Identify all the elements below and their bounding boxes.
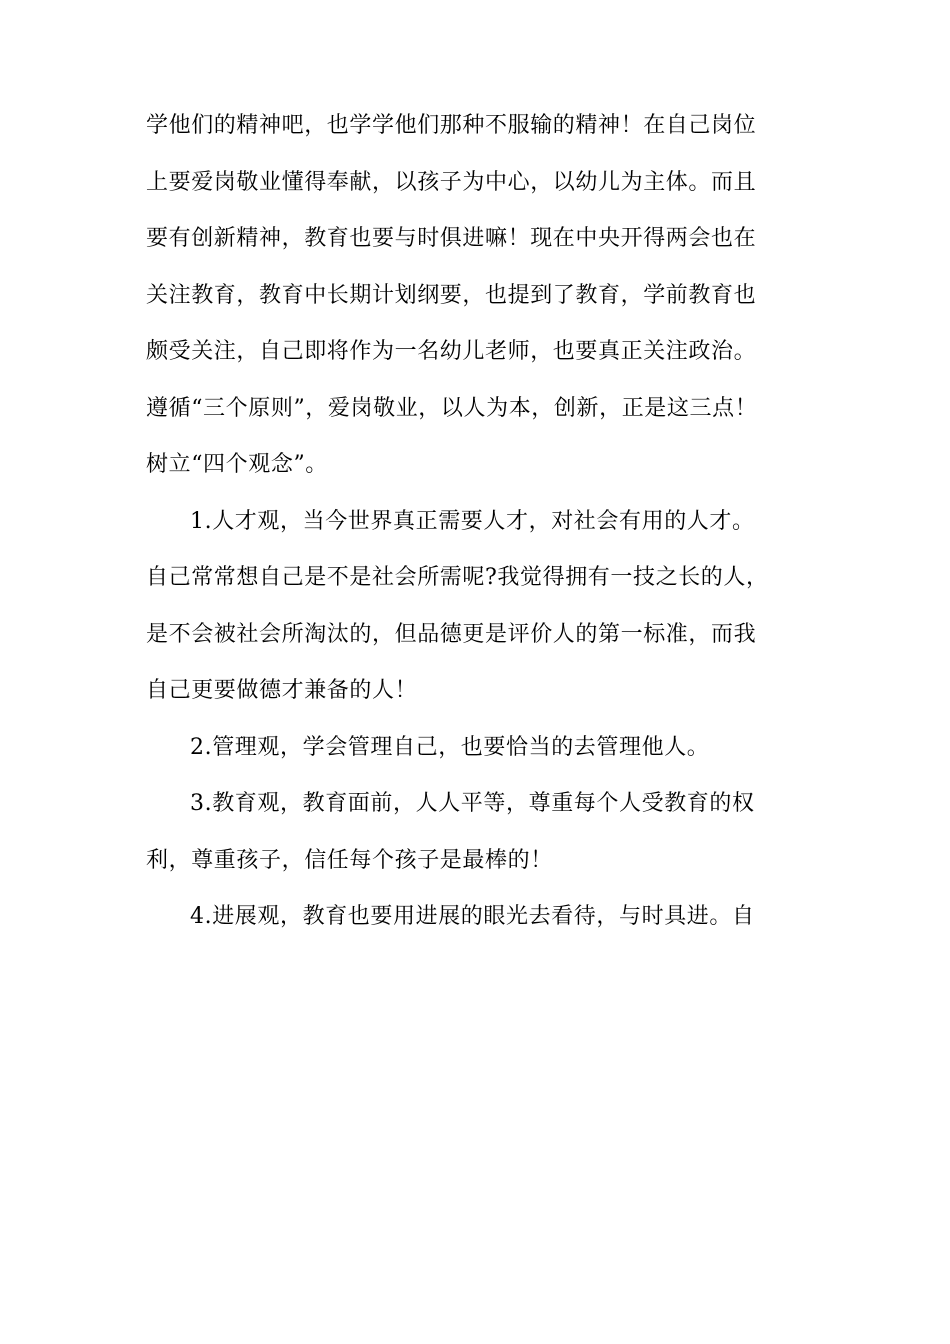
text-line: 遵循“三个原则”，爱岗敬业，以人为本，创新，正是这三点！ <box>146 395 758 421</box>
text-line: 树立“四个观念”。 <box>146 452 328 477</box>
text-line: 颇受关注，自己即将作为一名幼儿老师，也要真正关注政治。 <box>146 339 757 364</box>
text-line: 关注教育，教育中长期计划纲要，也提到了教育，学前教育也 <box>146 282 757 308</box>
text-line: 自己更要做德才兼备的人！ <box>146 678 418 703</box>
text-line: 自己常常想自己是不是社会所需呢?我觉得拥有一技之长的人， <box>146 565 769 590</box>
text-line-item-3: 3.教育观，教育面前，人人平等，尊重每个人受教育的权 <box>190 791 755 816</box>
text-line: 上要爱岗敬业懂得奉献，以孩子为中心，以幼儿为主体。而且 <box>146 169 757 195</box>
text-line: 学他们的精神吧，也学学他们那种不服输的精神！在自己岗位 <box>146 113 757 138</box>
text-line-item-4: 4.进展观，教育也要用进展的眼光去看待，与时具进。自 <box>190 904 755 929</box>
text-line-item-2: 2.管理观，学会管理自己，也要恰当的去管理他人。 <box>190 734 710 760</box>
text-line: 是不会被社会所淘汰的，但品德更是评价人的第一标准，而我 <box>146 621 757 647</box>
text-line: 利，尊重孩子，信任每个孩子是最棒的！ <box>146 847 553 873</box>
text-line-item-1: 1.人才观，当今世界真正需要人才，对社会有用的人才。 <box>190 508 755 534</box>
document-body <box>146 106 806 954</box>
text-line: 要有创新精神，教育也要与时俱进嘛！现在中央开得两会也在 <box>146 226 757 251</box>
